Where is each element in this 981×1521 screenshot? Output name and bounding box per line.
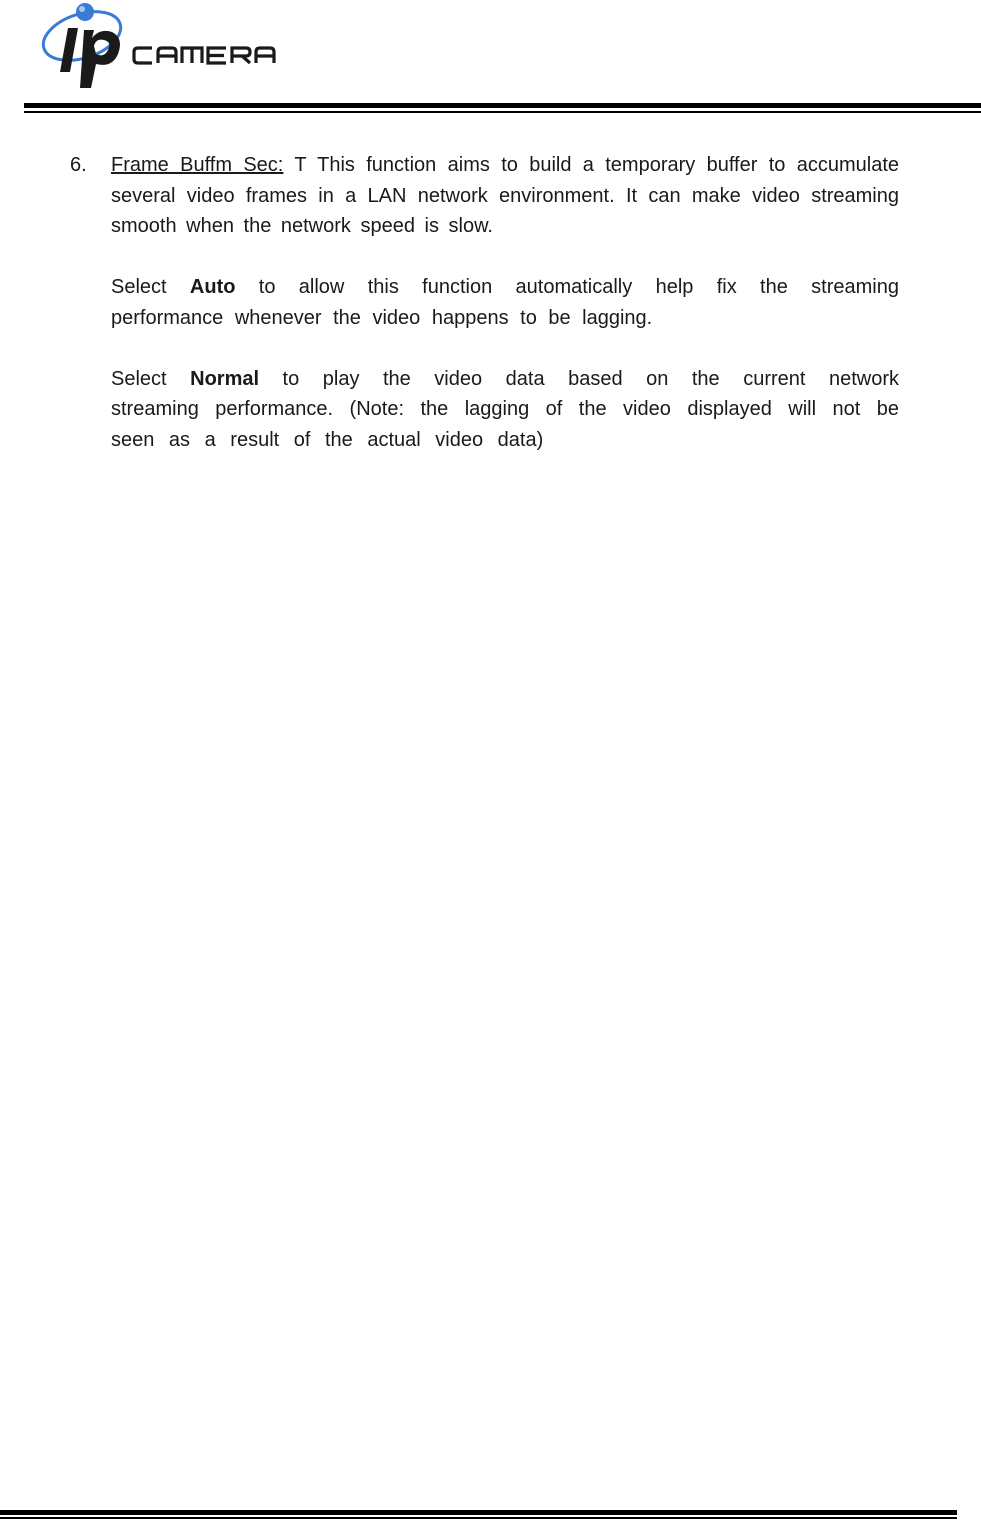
paragraph-description xyxy=(111,150,899,242)
normal-prefix: Select xyxy=(111,367,191,390)
document-body xyxy=(70,150,899,455)
list-item xyxy=(70,150,899,455)
list-item-number: 6. xyxy=(70,154,87,176)
footer-divider xyxy=(0,1510,957,1519)
auto-prefix: Select xyxy=(111,276,190,298)
ip-camera-logo xyxy=(40,0,310,92)
description-text: T This function aims to build a temporary buffer to accumulate several video frames in a LAN network environment. It can make video streaming smooth when the network speed is slow. xyxy=(111,154,899,237)
list-item-body xyxy=(111,150,899,455)
header-divider xyxy=(24,103,981,113)
term-label: Frame Buffm Sec: xyxy=(111,154,284,176)
option-normal: Normal xyxy=(190,367,260,390)
option-auto: Auto xyxy=(189,276,236,298)
paragraph-normal xyxy=(111,364,899,456)
paragraph-auto xyxy=(111,272,899,333)
auto-text: to allow this function automatically help fix the streaming performance whenever the video happens to be lagging. xyxy=(111,276,899,329)
normal-text: to play the video data based on the current network streaming performance. (Note: the lagging of the video displayed will not be seen as a result of the actual video data) xyxy=(111,367,899,451)
